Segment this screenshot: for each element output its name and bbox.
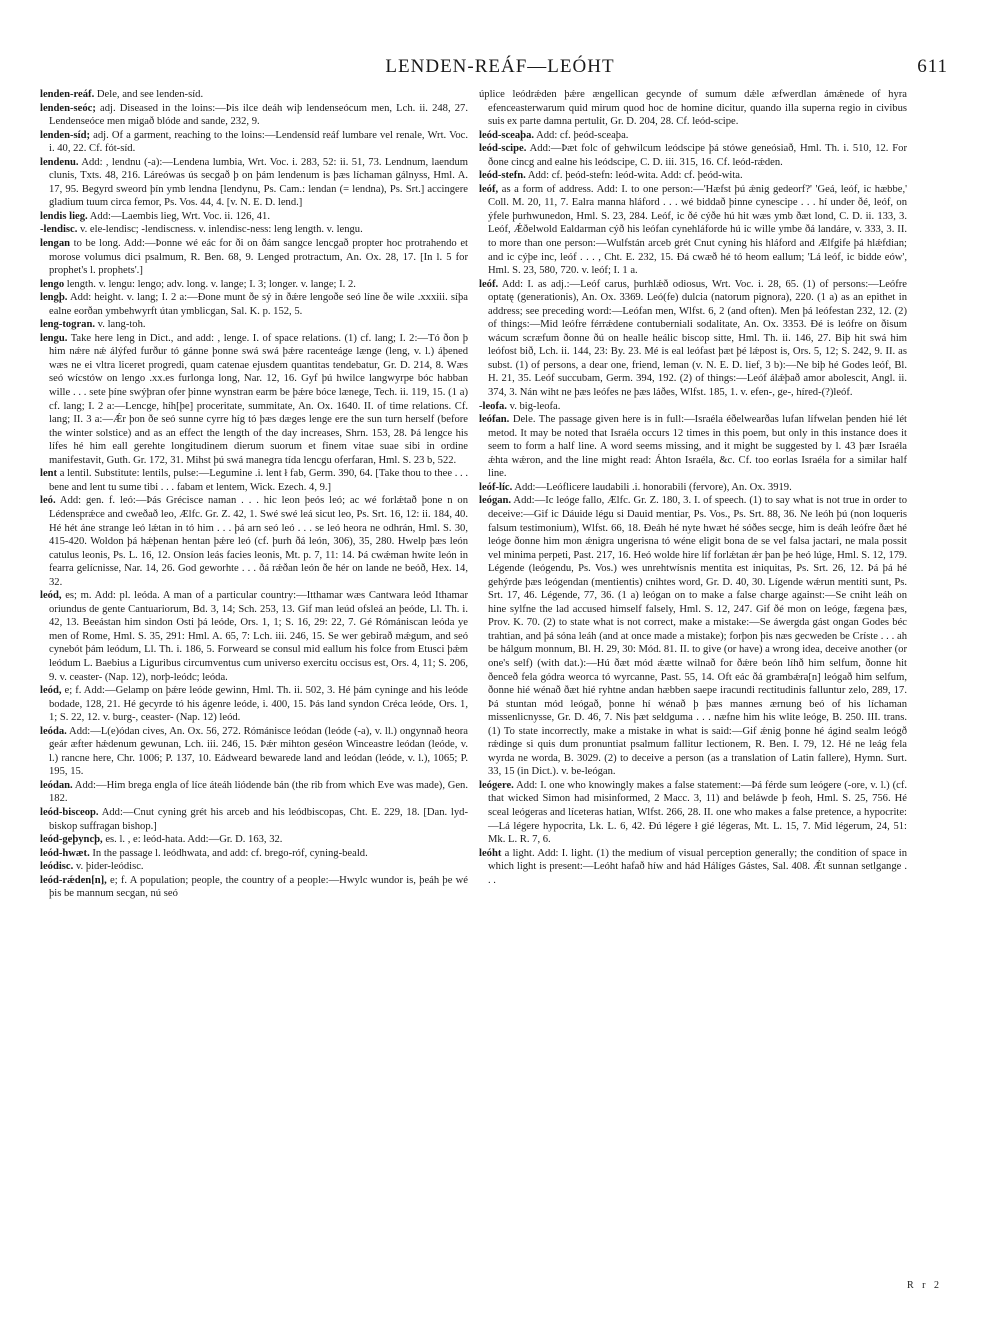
entry-text: úplice leódrǽden þǽre ængellican gecynde of sumum dǽle æfwerdlan ámǽnede of hyra efenceasterwarum quid mirum quod hoc de homine dicitur, quando illa superna regio in civibus suis ex parte damna pertulit, Gr. D. 204, 28. Cf. leód-scipe. <box>479 89 907 128</box>
dictionary-entry <box>40 318 468 332</box>
dictionary-entry <box>479 183 907 278</box>
dictionary-entry <box>40 467 468 494</box>
entry-headword: leóf-líc. <box>479 481 513 493</box>
dictionary-entry <box>479 278 907 400</box>
dictionary-entry <box>40 860 468 874</box>
entry-headword: leógan. <box>479 495 512 507</box>
dictionary-entry <box>479 413 907 481</box>
entry-text: adj. Of a garment, reaching to the loins:—Lendensíd reáf lumbare vel renale, Wrt. Voc. i. 40, 22. Cf. fót-síd. <box>49 129 468 155</box>
dictionary-entry <box>479 779 907 847</box>
entry-text: Add: cf. þeód-sceaþa. <box>534 129 629 141</box>
dictionary-entry <box>40 291 468 318</box>
entry-text: adj. Diseased in the loins:—Þis ilce deáh wiþ lendenseócum men, Lch. ii. 248, 27. Lendenseóce men migað blóde and sande, 232, 9. <box>49 102 468 128</box>
entry-headword: leófan. <box>479 414 510 426</box>
entry-headword: leódan. <box>40 779 73 791</box>
entry-headword: leóda. <box>40 725 67 737</box>
entry-text: as a form of address. Add: I. to one person:—'Hæfst þú ǽnig gedeorf?' 'Geá, leóf, ic hæbbe,' Coll. M. 20, 11, 7. Ealra manna hláford . . . wé biddað þinne cynescipe . . . hí under ðé, leóf, on ýfele þurhwunedon, Hml. S. 23, 284. Leóf, ic ðé cýðe hú hit wæs ymb ðæt lond, C. D. ii. 133, 3. Leóf, Ǽðelwold Ealdarman cýð his leófan cynehláforde hú ic wille ymbe ðá landáre, v. 333, 3. II. to more than one person:—Wulfstán arceb grét Cnut cyning his hláford and Ælfgife þá hlǽfdian; and ic cýþe inc, leóf . . . , Cht. E. 232, 15. Ðá cwæð hé tó heom eallum; 'Lá leóf, ic bidde eów', Hml. S. 23, 580, 720. v. leóf; I. 1 a. <box>488 183 907 277</box>
entry-text: Add:—Him brega engla of líce áteáh liódende bán (the rib from which Eve was made), Gen. 182. <box>49 779 468 805</box>
dictionary-entry <box>40 102 468 129</box>
dictionary-entry <box>40 847 468 861</box>
dictionary-entry <box>40 237 468 278</box>
entry-text: Dele. The passage given here is in full:—Israéla éðelwearðas lufan lífwelan þenden hié lét metod. It may be noted that Israéla occurs 12 times in this poem, but only in this instance does it seem to form a half line. A word seems missing, and it might be suggested by l. 43 þær Israéla ǽhta wǽron, and the line might read: Áhton Israéla, &c. Cf. too eorlas Israéla for a similar half line. <box>488 414 907 480</box>
entry-text: v. big-leofa. <box>506 400 561 412</box>
dictionary-entry <box>40 210 468 224</box>
entry-text: v. lang-toh. <box>95 319 146 331</box>
entry-text: Dele, and see lenden-síd. <box>94 89 204 100</box>
entry-text: es; m. Add: pl. leóda. A man of a particular country:—Itthamar wæs Cantwara leód Ithamar oriundus de gente Cantuariorum, Bd. 3, 14; Sch. 253, 13. Gif man leúd ofsleá an þeóde, Ll. Th. i. 42, 13. Beeástan him sindon Osti þá leóde, Ors. 1, 1; S. 16, 29: 22, 7. Gé Rómániscan leóda ye men of Rome, Hml. S. 35, 291: Hml. A. 65, 7: Lch. iii. 246, 15. Se wer gebirað mǽgum, and seó cynebót þám leódum, Ll. Th. i. 186, 5. Forweard se consul mid eallum his folce from Etusci þǽm leódum L. Baebius a Liguribus circumventus cum universo exercitu occisus est, Ors. 4, 11; S. 206, 9. v. ceaster- (Nap. 12), norþ-leódc; leóda. <box>49 590 468 683</box>
entry-headword: leó. <box>40 495 56 507</box>
entry-text: a light. Add: I. light. (1) the medium of visual perception generally; the condition of space in which light is present:—Leóht hafað híw and hád Hálíges Gástes, Sal. 408. Ǽt sunnan setlgange . . . <box>488 847 907 886</box>
entry-headword: leód, <box>40 590 62 602</box>
entry-headword: leód-scipe. <box>479 143 527 155</box>
signature-mark: R r 2 <box>907 1280 942 1291</box>
dictionary-entry <box>40 684 468 725</box>
entry-text: e; f. A population; people, the country of a people:—Hwylc wundor is, þeáh þe wé þis be mannum secgan, nú seó <box>49 874 468 900</box>
dictionary-entry <box>40 223 468 237</box>
entry-text: Add:—L(e)ódan cives, An. Ox. 56, 272. Rómánisce leódan (leóde (-a), v. ll.) ongynnað heora geár æfter hǽdenum gewunan, Lch. iii. 246, 15. Þǽr mihton geséon Winceastre leódan (leóde, v. l.) rancne here, Chr. 1006; P. 137, 10. Eádweard bewarede land and leódan (leóde, v. l.), 1065; P. 195, 15. <box>49 725 468 778</box>
dictionary-entry <box>479 481 907 495</box>
dictionary-entry <box>40 278 468 292</box>
entry-headword: leng-togran. <box>40 319 96 331</box>
dictionary-entry <box>479 847 907 888</box>
entry-text: Add: , lendnu (-a):—Lendena lumbia, Wrt. Voc. i. 283, 52: ii. 51, 73. Lendnum, laendum clunis, Txts. 48, 216. Láreówas ús secgað þ on þám lendenum is þæs líchaman gálnyss, Hml. A. 17, 95. Begyrd sweord þín ymb lendna [lendynu, Ps. Cam.: lendan (= lendna), Ps. Srt.] accingere gladium tuum circa femor, Ps. Vos. 44, 4. [v. N. E. D. lend.] <box>49 156 468 209</box>
dictionary-entry <box>40 779 468 806</box>
entry-text: In the passage l. leódhwata, and add: cf. brego-róf, cyning-beald. <box>89 847 368 859</box>
entry-headword: -leofa. <box>479 400 507 412</box>
running-head <box>0 54 1000 80</box>
entry-headword: leógere. <box>479 779 514 791</box>
left-column <box>40 88 468 1276</box>
entry-text: v. þider-leódisc. <box>73 861 144 873</box>
entry-headword: leód, <box>40 685 62 697</box>
page-title: LENDEN-REÁF—LEÓHT <box>385 56 615 77</box>
entry-text: Add:—Cnut cyning grét his arceb and his leódbiscopas, Cht. E. 229, 18. [Dan. lyd-biskop suffragan bishop.] <box>49 806 468 832</box>
entry-text: length. v. lengu: lengo; adv. long. v. lange; I. 3; longer. v. lange; I. 2. <box>64 278 356 290</box>
dictionary-entry <box>40 332 468 467</box>
entry-headword: lenden-seóc; <box>40 102 96 114</box>
dictionary-entry <box>479 400 907 414</box>
entry-text: Add: gen. f. leó:—Þás Grécisce naman . . . hic leon þeós leó; ac wé forlǽtað þone n on Lédensprǽce and cweðað leo, Ælfc. Gr. Z. 42, 1. Swé swé leá sicut leo, Ps. Srt. 16, 12: ii. 184, 40. Hé hét áne strange leó lǽtan in tó him . . . þá arn seó leó . . . se leó heora ne odhrán, Hml. S. 30, 415-420. Woldon þá hǽþenan hentan þǽre leó (cf. þurh ðá león, 306), 35, 280. Hwelp þæs león catulus leonis, Ps. L. 16, 12. Onsíon leás facies leonis, Mt. p. 7, 11: 14. Þá cwǽman hwíte león in fearra gelícnisse, Nar. 14, 26. God geworhte . . . ðá rǽðan león ðe hér on lande ne beóð, Hex. 14, 32. <box>49 495 468 588</box>
entry-headword: leóht <box>479 847 502 859</box>
entry-text: Add:—Ic leóge fallo, Ælfc. Gr. Z. 180, 3. I. of speech. (1) to say what is not true in order to deceive:—Gif ic Dáuide légu si Dauid mentiar, Ps. Vos., Ps. Srt. 88, 36. Ne leóh þú (non loqueris falsum testimonium), Wlfst. 66, 18. Ðeáh hé nyte hwæt hé sóðes secge, him is deáh leófre ðæt hé leóge ðonne him mon ǽnigra ungerisna tó wéne eligit bona de se vel falsa jactari, ne mala possit vel minima perpeti, Past. 217, 16. Heó wolde hire líf forlǽtan ǽr þan þe heó lúge, Hml. S. 12, 179. Légende (leógendu, Ps. Vos.) wes unrehtwísnis mentita est iniquitas, Ps. Srt. 26, 12. Þá þá hé gehýrde þæs leógendan (mentientis) cnihtes word, Gr. D. 40, 30. Lígende wǽrun mentiti sunt, Ps. Srt. 17, 46. Légende, 77, 36. (1 a) leógan on to make a false charge against:—Se cniht leáh on hine sylfne the lad accused himself falsely, Hml. S. 12, 247. Gif ðé mon on leóge, fægena þæs, Prov. K. 70. (2) to state what is not correct, make a mistake:—Se áwergda gást ongan Godes béc trahtian, and þá sóna leáh (and at once made a mistake); forþon þis næs gecweden be Críste . . . ah be hálgum monnum, Bl. H. 29, 30: Mód. 81. II. to give (or have) a wrong idea, deceive another (or one's self) (with dat.):—Hú ðæt mód ǽætte wilnað for ðǽre beón líhð him selfum, ðonne hit ðenceð fela gódra weorca tó wyrcanne, Past. 55, 14. Oft eác ðá grambǽra[n] leógað him selfum, ðonne hié wénað ðæt hié ryhtne andan hæbben saepe iracundi rectitudinis falluntur zelo, 289, 17. Þá stuntan mód leógað, þonne hí wénað þ þæs mannes ærnung beó of his líchaman missenlicnysse, Gr. D. 46, 7. Nis þæt seldguma . . . næfne him his wlite leóge, B. 250. III. trans. (1) To state incorrectly, make a mistake in what is said:—Gif ǽnig þonne hé ágind sealm leógð rǽdinge si quis dum pronuntiat psalmum fallitur lectionem, R. Ben. I. 79, 12. Hé ne leág fela wyrda ne worda, B. 3029. (2) to deceive a person (as a translation of Latin fallere), Hymn. Surt. 33, 15 (in Dict.). v. be-leógan. <box>488 495 907 778</box>
entry-headword: leód-geþyncþ, <box>40 834 103 846</box>
entry-text: Add:—Leóflicere laudabili .i. honorabili (fervore), An. Ox. 3919. <box>512 481 792 493</box>
dictionary-entry <box>479 129 907 143</box>
entry-headword: lengan <box>40 238 71 250</box>
entry-headword: lenden-reáf. <box>40 89 95 100</box>
entry-headword: leód-rǽden[n], <box>40 874 107 886</box>
entry-headword: -lendisc. <box>40 224 78 236</box>
dictionary-entry <box>40 725 468 779</box>
entry-headword: leód-stefn. <box>479 170 526 182</box>
entry-headword: lendis lieg. <box>40 210 88 222</box>
entry-text: Add: I. one who knowingly makes a false statement:—Þá férde sum leógere (-ore, v. l.) (cf. that wicked Simon had misinformed, 2 Macc. 3, 11) and beláwde þ feoh, Hml. S. 25, 756. Hé sceal leógeras and líceteras hatian, Wlfst. 266, 28. II. one who makes a false pretence, a hypocrite:—Lá légere hypocrita, Lk. L. 6, 42. Ðú légere ł gié légeras, Mt. L. 15, 7. Mid légerum, 24, 51: Mk. L. R. 7, 6. <box>488 779 907 846</box>
dictionary-entry <box>40 874 468 901</box>
entry-headword: lengþ. <box>40 292 68 304</box>
entry-text: Add: height. v. lang; I. 2 a:—Ðone munt ðe sý in ðǽre lengoðe seó líne ðe wile .xxxiii. síþa ealne eorðan ymbehwyrft útan ymblicgan, Sal. K. p. 152, 5. <box>49 292 468 317</box>
entry-headword: lent <box>40 468 58 480</box>
entry-headword: leóf, <box>479 183 499 195</box>
dictionary-entry <box>40 589 468 684</box>
entry-headword: lendenu. <box>40 156 79 168</box>
right-column <box>479 88 907 1276</box>
page-number: 611 <box>917 56 948 77</box>
entry-text: v. ele-lendisc; -lendiscness. v. inlendisc-ness: leng length. v. lengu. <box>77 224 363 236</box>
entry-text: to be long. Add:—Þonne wé eác for ði on ðám sangce lencgað propter hoc protrahendo et morose volumus dici psalmum, R. Ben. 68, 9. Lenged protractum, An. Ox. 28, 17. [In l. 5 for prophet's l. prophets'.] <box>49 238 468 277</box>
dictionary-entry <box>40 156 468 210</box>
dictionary-entry <box>479 88 907 129</box>
dictionary-entry <box>40 833 468 847</box>
dictionary-entry <box>479 142 907 169</box>
dictionary-entry <box>40 129 468 156</box>
entry-headword: leód-sceaþa. <box>479 129 535 141</box>
entry-text: Add: I. as adj.:—Leóf carus, þurhlǽð odiosus, Wrt. Voc. i. 28, 65. (1) of persons:—Leófre optatę (generationis), An. Ox. 3369. Leó(fe) dulcia (natorum pignora), 220. (1 a) as an epithet in address; see preceding word:—Leófan men, Wlfst. 6, 2 (and often). Men þá leófestan 232, 12. (2) of things:—Mid leófre férrǽdene contuberniali sodalitate, An. Ox. 3353. Ðé is leófre on ðisum wácum scræfum ðonne ðú on healle heálic biscop sitte, Hml. Th. ii. 146, 27. Biþ hit swá him leófost bið, Lch. ii. 144, 23: By. 23. Mé is eal leófast þæt þé lǽpost is, Ors. 5, 12; S. 242, 9. II. as subst. (1) of persons, a dear one, friend, leman (v. N. E. D. lief, 3 b):—Ne biþ hé Godes leóf, Bl. H. 21, 35. Leóf succubam, Germ. 394, 192. (2) of things:—Leóf álǽþað amor abolescit, Angl. ii. 374, 3. Nán wiht ne þæs leófes ne þæs láðes, Wlfst. 185, 1. v. efen-, ge-, híred-(?)leóf. <box>488 278 907 399</box>
entry-headword: leód-hwæt. <box>40 847 90 859</box>
entry-text: Add:—Þæt folc of gehwilcum leódscipe þá stówe geneósiað, Hml. Th. i. 510, 12. For ðone cincg and ealne his leódscipe, C. D. iii. 315, 16. Cf. leód-rǽden. <box>488 143 907 168</box>
dictionary-entry <box>479 494 907 778</box>
entry-text: Add:—Laembis lieg, Wrt. Voc. ii. 126, 41. <box>87 210 270 222</box>
dictionary-entry <box>40 806 468 833</box>
dictionary-entry <box>40 88 468 102</box>
dictionary-entry <box>40 494 468 589</box>
entry-text: Take here leng in Dict., and add: , lenge. I. of space relations. (1) cf. lang; I. 2:—Tó ðon þ him nǽre nǽ álýfed furður tó gánne þonne swá swá þǽre racenteáge længe (leng, v. l.) áþened wæs ne ei vltra liceret progredi, quam catenae ejusdem quantitas tendebatur, Gr. D. 214, 8. Wæs seó wícstów on lengo .xx.es furlonga long, Nar. 12, 16. Gyf þú hwilce langwyrpe bóc habban wille . . . sete þíne swýþran ofer þinne wynstran earm be þǽre bóce lænege, Tech. ii. 119, 15. (1 a) cf. lang; I. 2 a:—Lencge, híh[þe] proceritate, summitate, An. Ox. 1640. II. of time relations. Cf. lang; II. 3 a:—Ǽr þon ðe seó sunne cyrre híg tó þæs dæges lenge ere the sun turn herself (before the winter solstice) and as an effect the length of the day increases, Shrn. 153, 28. Þá lengce his lífes hé him eall gerehte longitudinem dierum suorum et finem vitae suae sibi in ordine manifestavit, Guth. Gr. 172, 31. Mihst þú swá manegra tída lencgu oferfaran, Hml. S. 23 b, 522. <box>49 332 468 466</box>
entry-text: es. l. , e: leód-hata. Add:—Gr. D. 163, 32. <box>102 834 283 846</box>
entry-text: e; f. Add:—Gelamp on þǽre leóde gewinn, Hml. Th. ii. 502, 3. Hé þám cyninge and his leóde bodade, 128, 21. Hé gecyrde tó his ágenre leóde, i. 400, 15. Þás land syndon Créca leóde, Ors. 1, 1; S. 22, 12. v. burg-, ceaster- (Nap. 12) leód. <box>49 685 468 724</box>
entry-headword: leóf. <box>479 278 499 290</box>
entry-headword: lengo <box>40 278 65 290</box>
entry-text: Add: cf. þeód-stefn: leód-wita. Add: cf. þeód-wita. <box>525 170 743 182</box>
entry-headword: lengu. <box>40 332 68 344</box>
entry-headword: lenden-síd; <box>40 129 91 141</box>
dictionary-entry <box>479 169 907 183</box>
entry-text: a lentil. Substitute: lentils, pulse:—Legumine .i. lent ł fab, Germ. 390, 64. [Take thou to thee . . . bene and lent tu sume tibi . . . fabam et lentem, Wick. Ezech. 4, 9.] <box>49 468 468 493</box>
entry-headword: leódisc. <box>40 861 74 873</box>
entry-headword: leód-bisceop. <box>40 806 99 818</box>
